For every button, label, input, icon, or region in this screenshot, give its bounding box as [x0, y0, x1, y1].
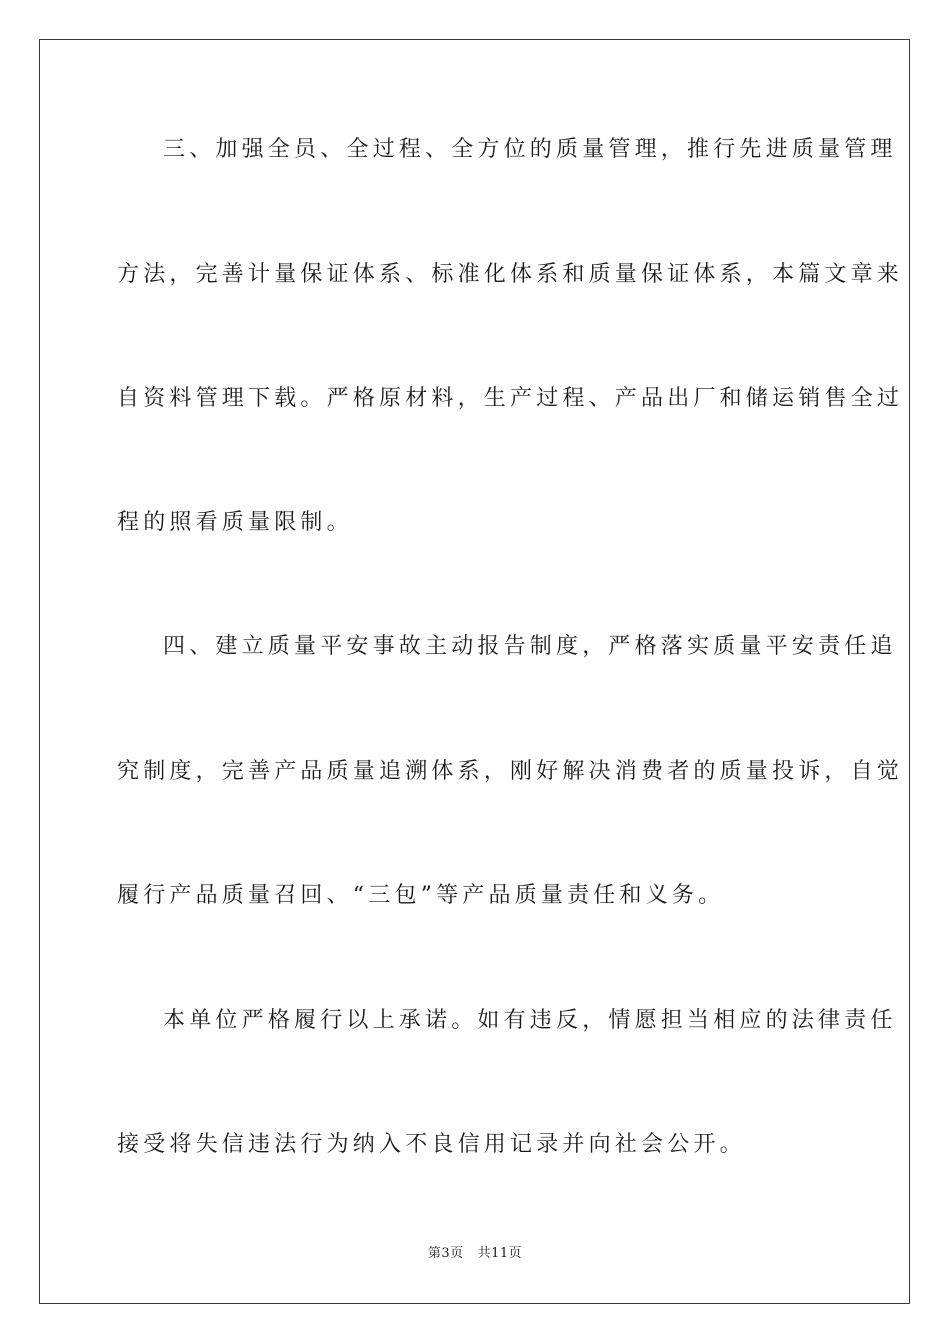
paragraph-4-line-1: 四、建立质量平安事故主动报告制度，严格落实质量平安责任追 [163, 634, 897, 659]
page-border [39, 39, 910, 1304]
page-number: 第3页 [427, 1246, 464, 1261]
paragraph-4-line-3: 履行产品质量召回、“三包”等产品质量责任和义务。 [117, 883, 725, 908]
paragraph-3-line-3: 自资料管理下载。严格原材料，生产过程、产品出厂和储运销售全过 [117, 386, 904, 411]
paragraph-3-line-4: 程的照看质量限制。 [117, 510, 353, 535]
paragraph-3-line-2: 方法，完善计量保证体系、标准化体系和质量保证体系，本篇文章来 [117, 262, 904, 287]
closing-paragraph-line-2: 接受将失信违法行为纳入不良信用记录并向社会公开。 [117, 1132, 746, 1157]
total-pages: 共11页 [477, 1246, 523, 1261]
page-footer [0, 1242, 950, 1261]
closing-paragraph-line-1: 本单位严格履行以上承诺。如有违反，情愿担当相应的法律责任 [163, 1008, 897, 1033]
paragraph-3-line-1: 三、加强全员、全过程、全方位的质量管理，推行先进质量管理 [163, 137, 897, 162]
paragraph-4-line-2: 究制度，完善产品质量追溯体系，刚好解决消费者的质量投诉，自觉 [117, 759, 904, 784]
